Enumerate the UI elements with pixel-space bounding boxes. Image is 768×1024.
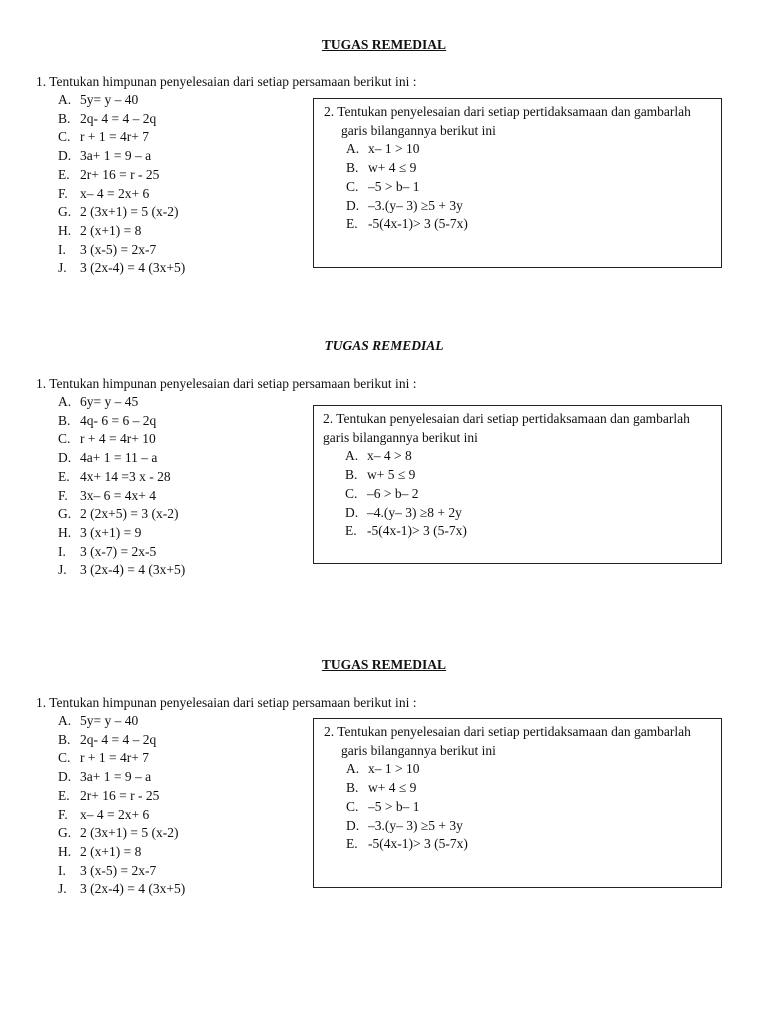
item-letter: I. [58,862,66,878]
item-letter: J. [58,881,67,897]
item-letter: C. [58,431,71,447]
item-letter: B. [346,160,359,176]
item-letter: A. [345,448,359,464]
list-item [345,504,713,523]
item-text: 3a+ 1 = 9 – a [80,769,152,785]
item-letter: B. [58,412,71,428]
item-letter: C. [346,178,359,194]
list-item [346,779,713,798]
item-letter: A. [346,141,360,157]
item-text: –3.(y– 3) ≥5 + 3y [368,817,463,833]
item-letter: G. [58,825,72,841]
item-letter: E. [346,216,358,232]
item-letter: A. [58,394,72,409]
section-title: TUGAS REMEDIAL [321,657,447,672]
item-text: w+ 4 ≤ 9 [368,160,417,176]
item-text: w+ 4 ≤ 9 [368,780,417,796]
item-letter: E. [345,523,357,539]
item-text: -5(4x-1)> 3 (5-7x) [368,216,468,232]
list-item [346,178,713,197]
list-item [345,447,713,466]
list-item [346,817,713,836]
item-text: r + 1 = 4r+ 7 [80,129,149,145]
item-text: r + 4 = 4r+ 10 [80,431,156,447]
question-2-list [346,760,713,854]
item-letter: B. [346,780,359,796]
list-item [345,522,713,541]
item-letter: B. [345,467,358,483]
item-letter: D. [58,148,72,164]
item-letter: A. [58,92,72,107]
item-letter: C. [345,485,358,501]
item-text: 3a+ 1 = 9 – a [80,148,152,164]
item-text: r + 1 = 4r+ 7 [80,750,149,766]
item-text: 3x– 6 = 4x+ 4 [80,487,156,503]
item-letter: B. [58,731,71,747]
item-text: 2r+ 16 = r - 25 [80,787,160,803]
item-text: -5(4x-1)> 3 (5-7x) [368,836,468,852]
item-letter: D. [345,504,359,520]
item-text: 2r+ 16 = r - 25 [80,166,160,182]
item-letter: E. [58,787,70,803]
item-text: 3 (x-7) = 2x-5 [80,543,157,559]
item-letter: C. [58,750,71,766]
item-text: –4.(y– 3) ≥8 + 2y [367,504,462,520]
item-text: 2 (3x+1) = 5 (x-2) [80,825,179,841]
item-letter: E. [346,836,358,852]
section-title: TUGAS REMEDIAL [324,338,444,353]
item-text: 4x+ 14 =3 x - 28 [80,468,171,484]
item-text: x– 1 > 10 [368,141,420,157]
item-text: 3 (2x-4) = 4 (3x+5) [80,562,186,578]
question-2-box [313,98,722,268]
list-item [346,159,713,178]
item-letter: B. [58,110,71,126]
item-letter: E. [58,166,70,182]
item-text: 2 (3x+1) = 5 (x-2) [80,204,179,220]
item-letter: D. [58,450,72,466]
item-text: 6y= y – 45 [80,394,139,409]
question-1-heading: 1. Tentukan himpunan penyelesaian dari setiap persamaan berikut ini : [36,376,417,391]
question-2-heading: 2. Tentukan penyelesaian dari setiap pertidaksamaan dan gambarlah garis bilangannya berikut ini [323,411,690,445]
item-text: 2q- 4 = 4 – 2q [80,731,157,747]
item-text: –3.(y– 3) ≥5 + 3y [368,197,463,213]
item-text: 5y= y – 40 [80,713,139,728]
item-text: 2 (x+1) = 8 [80,843,142,859]
item-letter: E. [58,468,70,484]
item-text: 5y= y – 40 [80,92,139,107]
item-text: –5 > b– 1 [368,178,420,194]
item-letter: F. [58,185,68,201]
question-2-list [345,447,713,541]
question-2-heading: 2. Tentukan penyelesaian dari setiap pertidaksamaan dan gambarlah garis bilangannya berikut ini [324,724,691,758]
item-letter: I. [58,543,66,559]
list-item [346,760,713,779]
list-item [346,798,713,817]
item-text: x– 4 = 2x+ 6 [80,185,150,201]
item-letter: G. [58,204,72,220]
item-letter: G. [58,506,72,522]
item-letter: F. [58,806,68,822]
item-text: 4a+ 1 = 11 – a [80,450,158,466]
list-item [345,485,713,504]
item-letter: H. [58,524,72,540]
question-2-box [313,405,722,564]
list-item [346,835,713,854]
item-text: 3 (x+1) = 9 [80,524,142,540]
item-text: 3 (x-5) = 2x-7 [80,862,157,878]
item-letter: H. [58,843,72,859]
item-text: x– 1 > 10 [368,761,420,777]
section-title: TUGAS REMEDIAL [321,37,447,52]
list-item [346,197,713,216]
item-text: 3 (2x-4) = 4 (3x+5) [80,881,186,897]
item-text: w+ 5 ≤ 9 [367,467,416,483]
item-text: 2q- 4 = 4 – 2q [80,110,157,126]
item-text: 2 (2x+5) = 3 (x-2) [80,506,179,522]
item-letter: D. [58,769,72,785]
item-text: –6 > b– 2 [367,485,419,501]
item-letter: H. [58,222,72,238]
item-letter: I. [58,241,66,257]
item-letter: J. [58,260,67,276]
item-letter: J. [58,562,67,578]
item-text: x– 4 = 2x+ 6 [80,806,150,822]
item-text: 3 (x-5) = 2x-7 [80,241,157,257]
item-letter: D. [346,817,360,833]
item-text: 3 (2x-4) = 4 (3x+5) [80,260,186,276]
item-text: x– 4 > 8 [367,448,412,464]
list-item [346,140,713,159]
item-text: –5 > b– 1 [368,798,420,814]
item-letter: F. [58,487,68,503]
item-letter: A. [58,713,72,728]
item-letter: C. [58,129,71,145]
item-text: -5(4x-1)> 3 (5-7x) [367,523,467,539]
item-letter: C. [346,798,359,814]
item-text: 2 (x+1) = 8 [80,222,142,238]
item-letter: A. [346,761,360,777]
item-letter: D. [346,197,360,213]
item-text: 4q- 6 = 6 – 2q [80,412,157,428]
question-1-heading: 1. Tentukan himpunan penyelesaian dari setiap persamaan berikut ini : [36,74,417,89]
list-item [346,215,713,234]
list-item [345,466,713,485]
question-2-heading: 2. Tentukan penyelesaian dari setiap pertidaksamaan dan gambarlah garis bilangannya berikut ini [324,104,691,138]
question-2-list [346,140,713,234]
question-2-box [313,718,722,888]
question-1-heading: 1. Tentukan himpunan penyelesaian dari setiap persamaan berikut ini : [36,695,417,710]
list-item [58,561,416,580]
